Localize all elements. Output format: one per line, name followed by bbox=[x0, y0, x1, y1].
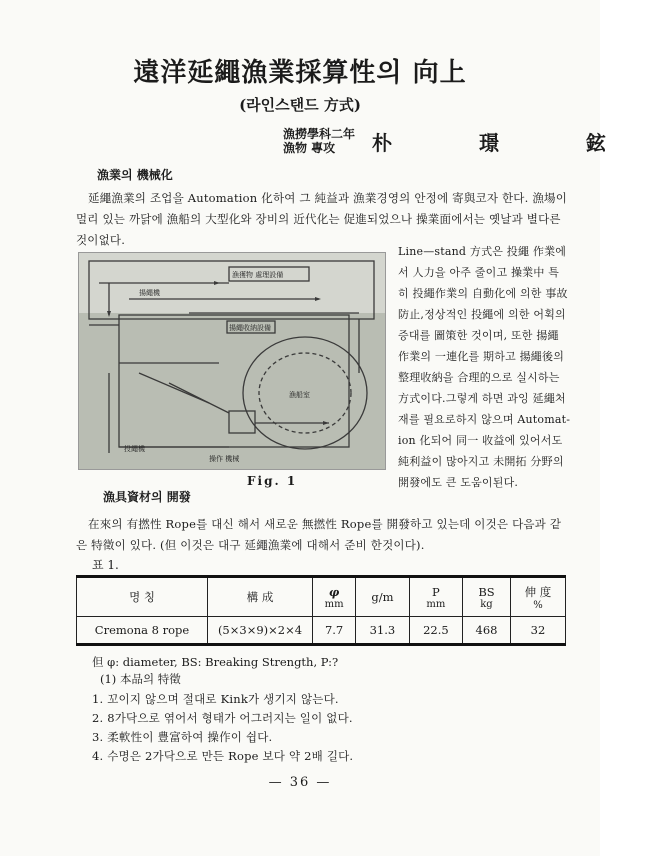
table-cell: 22.5 bbox=[409, 617, 462, 645]
side-line: Line—stand 方式은 投繩 作業에 bbox=[398, 245, 567, 258]
intro-line: 멀리 있는 까닭에 漁船의 大型化와 장비의 近代化는 促進되었으나 操業面에서는 옛날과 별다른 bbox=[76, 212, 561, 226]
figure-label: 揚繩收納設備 bbox=[229, 324, 271, 332]
side-line: 히 投繩作業의 自動化에 의한 事故 bbox=[398, 287, 568, 300]
table-cell: 32 bbox=[510, 617, 565, 645]
side-line: 서 人力을 아주 줄이고 操業中 특 bbox=[398, 266, 560, 279]
author-affiliation-line1: 漁撈學科二年 bbox=[283, 127, 356, 141]
side-line: 증대를 圖策한 것이며, 또한 揚繩 bbox=[398, 329, 559, 342]
figure-1-diagram bbox=[79, 253, 385, 469]
article-subtitle: (라인스탠드 方式) bbox=[239, 96, 361, 114]
header-label: P bbox=[431, 584, 440, 599]
side-paragraph bbox=[398, 241, 570, 493]
table-cell: 468 bbox=[463, 617, 511, 645]
figure-1-photo bbox=[78, 252, 386, 470]
table-header-row bbox=[77, 577, 566, 617]
table-header-cell bbox=[77, 577, 208, 617]
table-label: 표 1. bbox=[92, 558, 119, 572]
table-header-cell bbox=[463, 577, 511, 617]
materials-line: 在來의 有撚性 Rope를 대신 해서 새로운 無撚性 Rope를 開發하고 있는데 이것은 다음과 같 bbox=[88, 517, 562, 531]
feature-item: 4. 수명은 2가닥으로 만든 Rope 보다 약 2배 길다. bbox=[92, 749, 354, 763]
page-number: — 36 — bbox=[268, 775, 332, 790]
header-label: g/m bbox=[371, 590, 394, 604]
table-header-cell bbox=[510, 577, 565, 617]
figure-label: 漁獲物 處理設備 bbox=[232, 271, 284, 279]
author-name: 朴 璟 鉉 bbox=[372, 131, 646, 155]
figure-label: 漁船室 bbox=[289, 391, 310, 399]
table-cell: (5×3×9)×2×4 bbox=[208, 617, 313, 645]
table-header-cell bbox=[208, 577, 313, 617]
figure-label: 揚繩機 bbox=[139, 289, 160, 297]
side-line: 防止,정상적인 投繩에 의한 어획의 bbox=[398, 308, 566, 321]
side-line: 作業의 一連化를 期하고 揚繩後의 bbox=[398, 350, 565, 363]
author-affiliation bbox=[283, 127, 355, 155]
header-label: BS bbox=[478, 584, 495, 599]
header-label: φ bbox=[328, 584, 340, 599]
figure-caption: Fig. 1 bbox=[247, 474, 298, 488]
side-line: 整理收納을 合理的으로 실시하는 bbox=[398, 371, 560, 384]
rope-spec-table bbox=[76, 575, 566, 646]
feature-item: 1. 꼬이지 않으며 절대로 Kink가 생기지 않는다. bbox=[92, 692, 339, 706]
header-label: 構 成 bbox=[246, 590, 274, 604]
side-line: ion 化되어 同一 收益에 있어서도 bbox=[398, 434, 563, 447]
table-cell: 7.7 bbox=[313, 617, 356, 645]
author-affiliation-line2: 漁物 專攻 bbox=[283, 141, 336, 155]
materials-line: 은 特徵이 있다. (但 이것은 대구 延繩漁業에 대해서 준비 한것이다). bbox=[76, 538, 425, 552]
section-heading-materials: 漁具資材의 開發 bbox=[103, 490, 191, 504]
materials-paragraph bbox=[76, 514, 562, 556]
intro-line: 것이없다. bbox=[76, 233, 126, 247]
table-cell: Cremona 8 rope bbox=[77, 617, 208, 645]
features-list bbox=[92, 690, 353, 766]
table-header-cell bbox=[313, 577, 356, 617]
header-label: 伸 度 bbox=[524, 584, 552, 599]
header-unit: mm bbox=[324, 598, 344, 610]
table-header-cell bbox=[356, 577, 409, 617]
side-line: 開發에도 큰 도움이된다. bbox=[398, 476, 519, 489]
intro-line: 延繩漁業의 조업을 Automation 化하여 그 純益과 漁業경영의 안정에 寄與코자 한다. 漁場이 bbox=[88, 191, 568, 205]
header-unit: mm bbox=[426, 598, 446, 610]
table-note: 但 φ: diameter, BS: Breaking Strength, P:? bbox=[92, 655, 339, 669]
side-line: 재를 필요로하지 않으며 Automat- bbox=[398, 413, 571, 426]
header-unit: kg bbox=[480, 598, 493, 610]
header-unit: % bbox=[533, 599, 543, 611]
table-row bbox=[77, 617, 566, 645]
table-cell: 31.3 bbox=[356, 617, 409, 645]
features-heading: (1) 本品의 特徵 bbox=[100, 672, 181, 686]
side-line: 純利益이 많아지고 未開拓 分野의 bbox=[398, 455, 564, 468]
side-line: 方式이다.그렇게 하면 과잉 延繩처 bbox=[398, 392, 566, 405]
header-label: 명 칭 bbox=[129, 590, 155, 604]
figure-label: 操作 機械 bbox=[209, 455, 240, 463]
section-heading-mechanization: 漁業의 機械化 bbox=[97, 168, 173, 182]
table-header-cell bbox=[409, 577, 462, 617]
feature-item: 2. 8가닥으로 엮어서 형태가 어그러지는 일이 없다. bbox=[92, 711, 353, 725]
figure-label: 投繩機 bbox=[124, 445, 145, 453]
feature-item: 3. 柔軟性이 豊富하여 操作이 쉽다. bbox=[92, 730, 273, 744]
article-title: 遠洋延繩漁業採算性의 向上 bbox=[133, 58, 467, 88]
